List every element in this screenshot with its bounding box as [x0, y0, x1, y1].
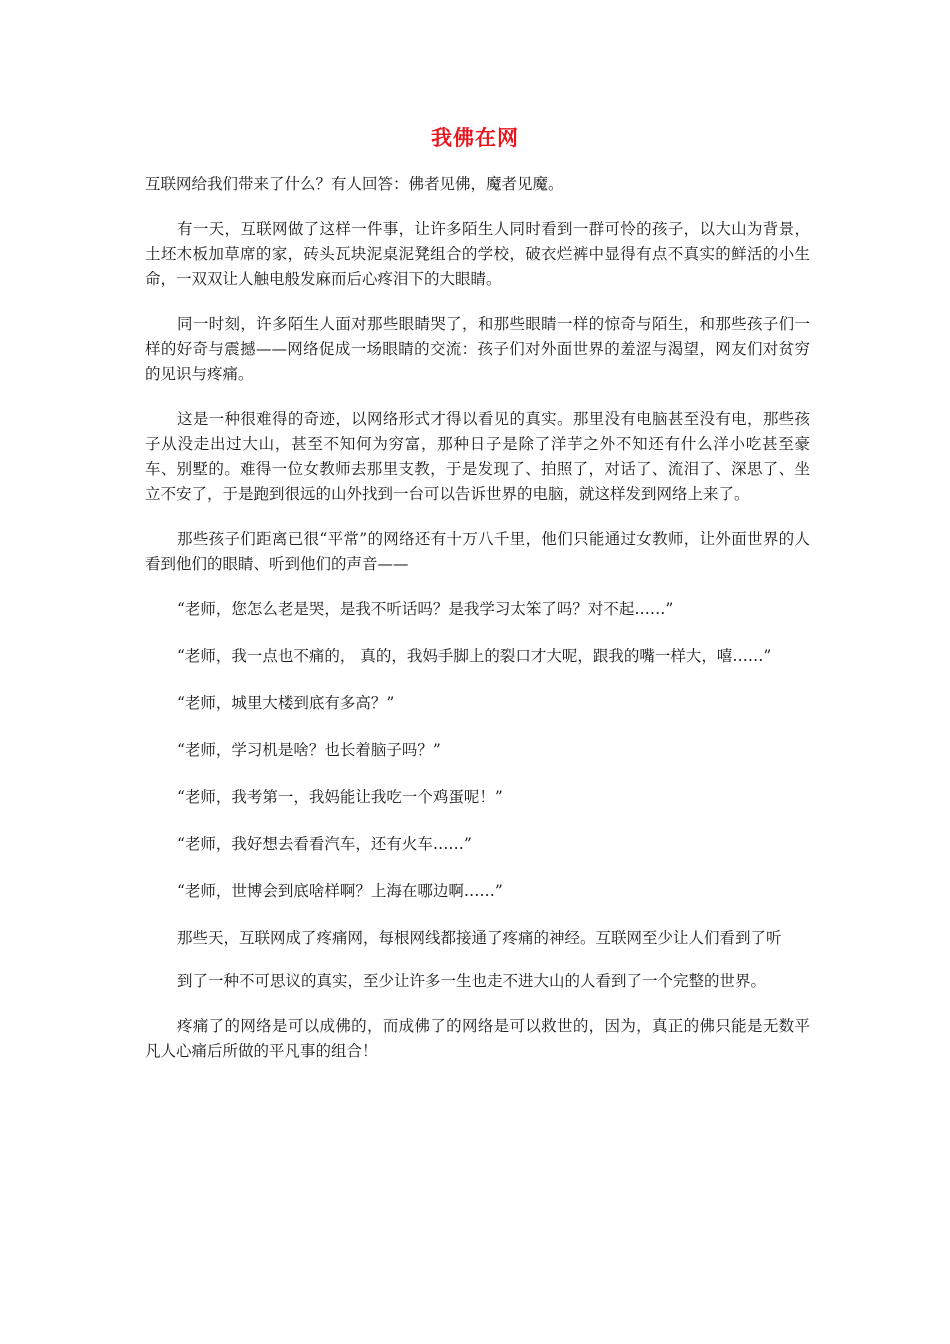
paragraph-4: 那些孩子们距离已很“平常”的网络还有十万八千里，他们只能通过女教师，让外面世界的人看到他们的眼睛、听到他们的声音——	[145, 530, 810, 573]
quote-1: “老师，您怎么老是哭，是我不听话吗？是我学习太笨了吗？对不起……”	[177, 600, 674, 618]
paragraph-6: 到了一种不可思议的真实，至少让许多一生也走不进大山的人看到了一个完整的世界。	[177, 972, 767, 990]
paragraph-1: 有一天，互联网做了这样一件事，让许多陌生人同时看到一群可怜的孩子，以大山为背景，土坯木板加草席的家，砖头瓦块泥桌泥凳组合的学校，破衣烂裤中显得有点不真实的鲜活的小生命，一双双让人触电般发麻而后心疼泪下的大眼睛。	[145, 220, 810, 288]
paragraph-2: 同一时刻，许多陌生人面对那些眼睛哭了，和那些眼睛一样的惊奇与陌生，和那些孩子们一样的好奇与震撼——网络促成一场眼睛的交流：孩子们对外面世界的羞涩与渴望，网友们对贫穷的见识与疼痛。	[145, 315, 810, 383]
quote-5: “老师，我考第一，我妈能让我吃一个鸡蛋呢！”	[177, 788, 503, 806]
quote-7: “老师，世博会到底啥样啊？上海在哪边啊……”	[177, 882, 503, 900]
document-title: 我佛在网	[431, 125, 519, 150]
paragraph-3: 这是一种很难得的奇迹，以网络形式才得以看见的真实。那里没有电脑甚至没有电，那些孩子从没走出过大山，甚至不知何为穷富，那种日子是除了洋芋之外不知还有什么洋小吃甚至豪车、别墅的。难得一位女教师去那里支教，于是发现了、拍照了，对话了、流泪了、深思了、坐立不安了，于是跑到很远的山外找到一台可以告诉世界的电脑，就这样发到网络上来了。	[145, 410, 810, 503]
quote-6: “老师，我好想去看看汽车，还有火车……”	[177, 835, 472, 853]
quote-3: “老师，城里大楼到底有多高？”	[177, 694, 395, 712]
document-body	[145, 172, 810, 1064]
paragraph-5: 那些天，互联网成了疼痛网，每根网线都接通了疼痛的神经。互联网至少让人们看到了听	[177, 929, 782, 947]
paragraph-7: 疼痛了的网络是可以成佛的，而成佛了的网络是可以救世的，因为，真正的佛只能是无数平凡人心痛后所做的平凡事的组合！	[145, 1017, 810, 1060]
quote-4: “老师，学习机是啥？也长着脑子吗？”	[177, 741, 441, 759]
intro-paragraph: 互联网给我们带来了什么？有人回答：佛者见佛，魔者见魔。	[145, 175, 564, 193]
quote-2: “老师，我一点也不痛的， 真的，我妈手脚上的裂口才大呢，跟我的嘴一样大，嘻……”	[177, 647, 772, 665]
